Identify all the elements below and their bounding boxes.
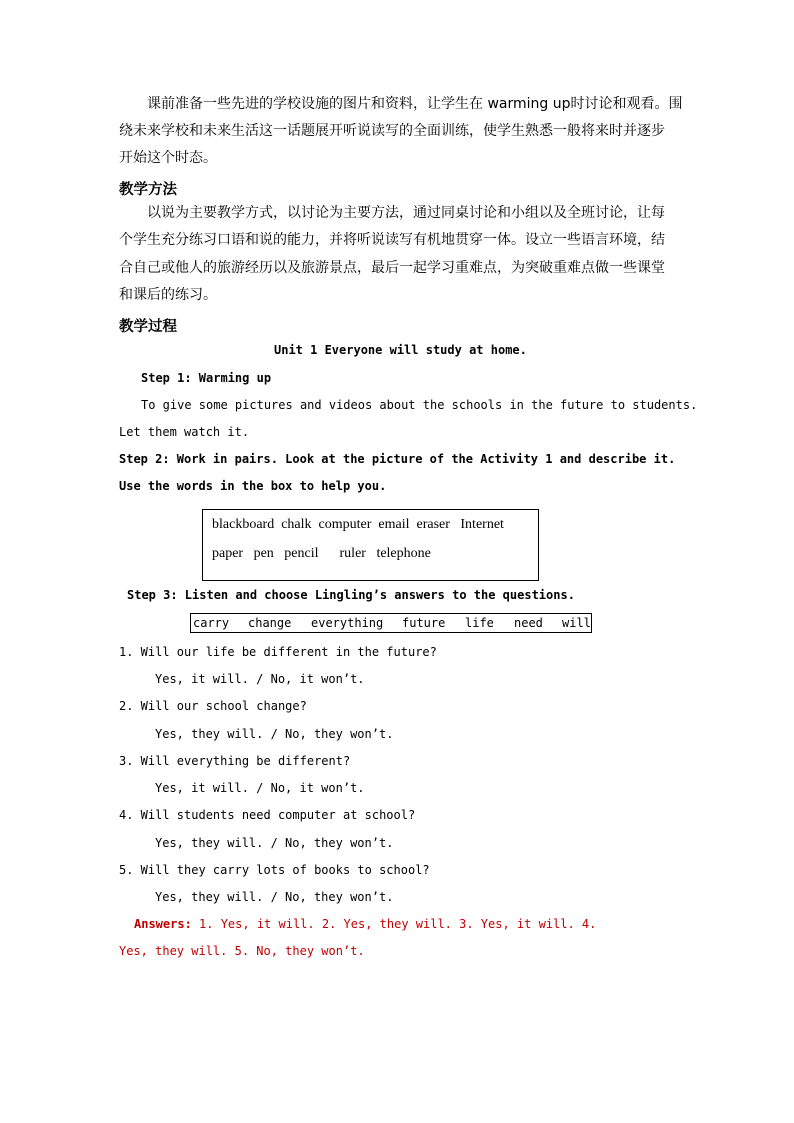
question-1: 1. Will our life be different in the future? [119,645,437,659]
step1-title: Step 1: Warming up [141,371,272,385]
answer-option-4: Yes, they will. / No, they won’t. [155,836,394,850]
step3-word: future [402,616,446,630]
method-heading: 教学方法 [119,182,177,198]
word-box-line-2: paper pen pencil ruler telephone [212,546,431,561]
answers-label: Answers: [134,917,192,931]
step3-word: need [514,616,543,630]
intro-paragraph-line-2: 绕未来学校和未来生活这一话题展开听说读写的全面训练，使学生熟悉一般将来时并逐步 [119,123,665,139]
step2-line-2: Use the words in the box to help you. [119,479,387,493]
answer-option-2: Yes, they will. / No, they won’t. [155,727,394,741]
method-paragraph-line-2: 个学生充分练习口语和说的能力，并将听说读写有机地贯穿一体。设立一些语言环境，结 [119,232,665,248]
method-paragraph-line-3: 合自己或他人的旅游经历以及旅游景点，最后一起学习重难点，为突破重难点做一些课堂 [119,260,665,276]
answers-text-1: 1. Yes, it will. 2. Yes, they will. 3. Yes, it will. 4. [199,917,597,931]
question-4: 4. Will students need computer at school? [119,808,416,822]
step1-line-2: Let them watch it. [119,425,250,439]
step3-word: change [248,616,292,630]
intro-paragraph-line-1: 课前准备一些先进的学校设施的图片和资料，让学生在 warming up时讨论和观看。围 [147,96,683,112]
word-box-line-1: blackboard chalk computer email eraser Internet [212,517,504,532]
method-paragraph-line-4: 和课后的练习。 [119,287,217,303]
step3-word-box [190,613,592,633]
process-heading: 教学过程 [119,319,177,335]
answers-line-2: Yes, they will. 5. No, they won’t. [119,944,365,958]
answer-option-5: Yes, they will. / No, they won’t. [155,890,394,904]
step3-word: will [562,616,591,630]
answers-line-1 [134,917,596,931]
answer-option-1: Yes, it will. / No, it won’t. [155,672,365,686]
step3-word: everything [311,616,384,630]
word-box [202,509,539,581]
step3-title: Step 3: Listen and choose Lingling’s answers to the questions. [127,588,575,602]
step2-line-1: Step 2: Work in pairs. Look at the picture of the Activity 1 and describe it. [119,452,676,466]
question-5: 5. Will they carry lots of books to school? [119,863,430,877]
step3-word: life [465,616,494,630]
method-paragraph-line-1: 以说为主要教学方式，以讨论为主要方法，通过同桌讨论和小组以及全班讨论，让每 [147,205,665,221]
unit-title: Unit 1 Everyone will study at home. [274,343,527,357]
step3-word: carry [193,616,230,630]
step1-line-1: To give some pictures and videos about the schools in the future to students. [141,398,698,412]
question-3: 3. Will everything be different? [119,754,351,768]
intro-paragraph-line-3: 开始这个时态。 [119,150,217,166]
answer-option-3: Yes, it will. / No, it won’t. [155,781,365,795]
question-2: 2. Will our school change? [119,699,307,713]
